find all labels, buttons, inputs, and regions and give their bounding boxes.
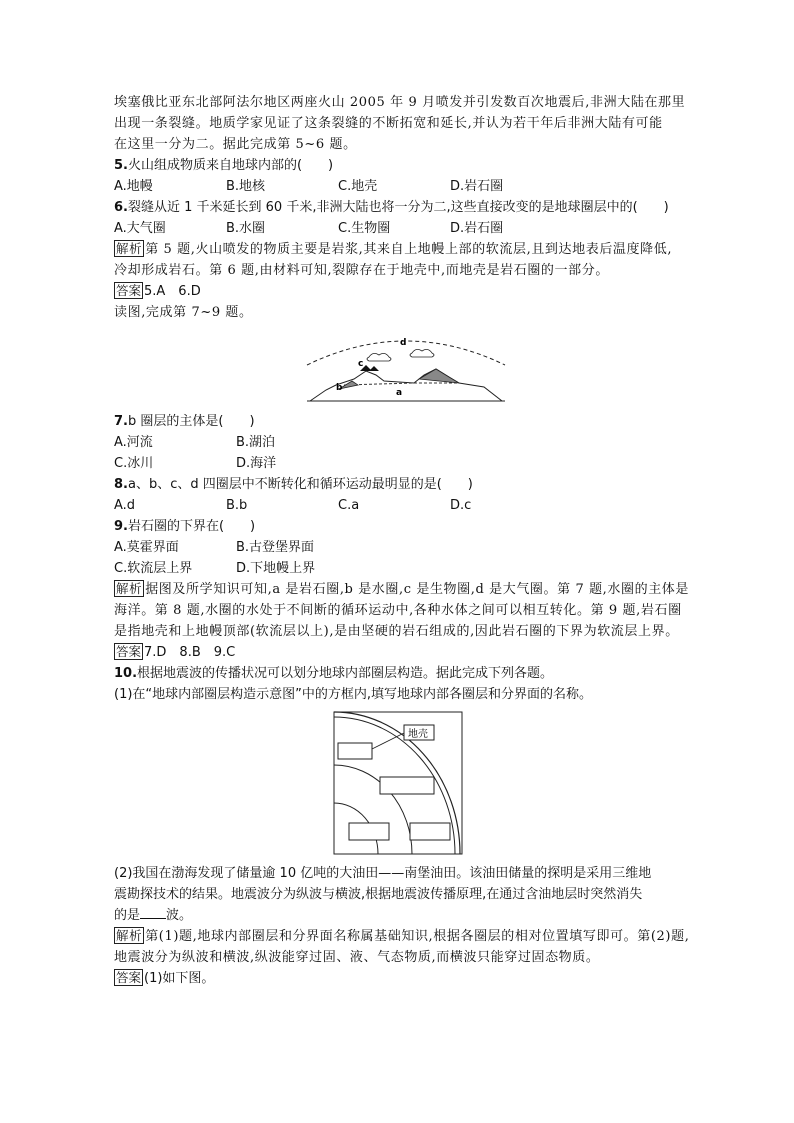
question-6 [114, 197, 684, 218]
option[interactable]: D.岩石圈 [450, 179, 504, 194]
question-6-options [114, 218, 684, 239]
question-5-stem: 火山组成物质来自地球内部的( ) [127, 158, 334, 173]
answer-box-3[interactable] [349, 823, 389, 840]
label-d: d [400, 338, 407, 348]
answer-3-text: (1)如下图。 [144, 971, 215, 986]
option[interactable]: C.a [338, 498, 360, 513]
option[interactable]: B.湖泊 [236, 435, 276, 450]
option[interactable]: A.大气圈 [114, 221, 166, 236]
intro-2: 读图,完成第 7~9 题。 [114, 305, 253, 320]
question-8-stem: a、b、c、d 四圈层中不断转化和循环运动最明显的是( ) [127, 477, 473, 492]
question-7-number: 7. [114, 414, 128, 429]
question-7-stem: b 圈层的主体是( ) [127, 414, 255, 429]
label-a: a [396, 388, 403, 398]
question-9-number: 9. [114, 519, 128, 534]
option[interactable]: A.莫霍界面 [114, 540, 179, 555]
question-6-number: 6. [114, 200, 128, 215]
analysis-1-line-2: 冷却形成岩石。第 6 题,由材料可知,裂隙存在于地壳中,而地壳是岩石圈的一部分。 [114, 263, 609, 278]
question-8-options [114, 495, 684, 516]
analysis-3-line-2: 地震波分为纵波和横波,纵波能穿过固、液、气态物质,而横波只能穿过固态物质。 [114, 950, 600, 965]
document-page [114, 92, 690, 989]
answer-1-text: 5.A 6.D [144, 284, 201, 299]
question-5-options [114, 176, 684, 197]
analysis-2-line-2: 海洋。第 8 题,水圈的水处于不间断的循环运动中,各种水体之间可以相互转化。第 9 题,岩石圈 [114, 603, 682, 618]
option[interactable]: B.地核 [226, 179, 266, 194]
question-5-number: 5. [114, 158, 128, 173]
question-10-stem: 根据地震波的传播状况可以划分地球内部圈层构造。据此完成下列各题。 [137, 666, 554, 681]
option[interactable]: D.岩石圈 [450, 221, 504, 236]
question-9-options-row-2 [114, 558, 684, 579]
answer-tag: 答案 [116, 970, 142, 985]
question-10-part-2-line-1: (2)我国在渤海发现了储量逾 10 亿吨的大油田——南堡油田。该油田储量的探明是采用三维地 [114, 866, 652, 881]
question-10-number: 10. [114, 666, 138, 681]
analysis-2-line-3: 是指地壳和上地幔顶部(软流层以上),是由坚硬的岩石组成的,因此岩石圈的下界为软流层上界。 [114, 624, 679, 639]
question-10-part-1: (1)在“地球内部圈层构造示意图”中的方框内,填写地球内部各圈层和分界面的名称。 [114, 687, 593, 702]
intro-line-3: 在这里一分为二。据此完成第 5~6 题。 [114, 137, 357, 152]
question-9-options-row-1 [114, 537, 684, 558]
answer-box-1[interactable] [338, 743, 372, 759]
question-6-stem: 裂缝从近 1 千米延长到 60 千米,非洲大陆也将一分为二,这些直接改变的是地球圈层中的( ) [127, 200, 669, 215]
crust-label: 地壳 [408, 729, 428, 740]
answer-1 [114, 281, 684, 302]
option[interactable]: D.c [450, 498, 472, 513]
question-5 [114, 155, 684, 176]
analysis-1 [114, 239, 684, 260]
analysis-3-line-1: 第(1)题,地球内部圈层和分界面名称属基础知识,根据各圈层的相对位置填写即可。第(2)题, [145, 929, 690, 944]
sphere-diagram-svg [114, 335, 684, 403]
sphere-diagram [114, 335, 684, 403]
question-9-stem: 岩石圈的下界在( ) [127, 519, 256, 534]
question-7-options-row-1 [114, 432, 684, 453]
answer-box-4[interactable] [410, 823, 450, 840]
question-10 [114, 663, 684, 684]
question-10-part-2-line-3 [114, 905, 684, 926]
part-2-line-3-prefix: 的是 [114, 908, 141, 923]
label-b: b [336, 383, 343, 393]
question-7-options-row-2 [114, 453, 684, 474]
cloud-icon [410, 349, 434, 357]
part-2-line-3-suffix: 波。 [166, 908, 193, 923]
option[interactable]: D.下地幔上界 [236, 561, 316, 576]
option[interactable]: B.水圈 [226, 221, 266, 236]
answer-3 [114, 968, 684, 989]
analysis-tag: 解析 [116, 928, 143, 943]
analysis-2 [114, 579, 690, 600]
question-9 [114, 516, 684, 537]
option[interactable]: C.地壳 [338, 179, 378, 194]
option[interactable]: A.d [114, 498, 136, 513]
answer-2 [114, 642, 684, 663]
analysis-2-line-1: 据图及所学知识可知,a 是岩石圈,b 是水圈,c 是生物圈,d 是大气圈。第 7 题,水圈的主体是 [145, 582, 690, 597]
option[interactable]: C.软流层上界 [114, 561, 193, 576]
option[interactable]: B.古登堡界面 [236, 540, 315, 555]
analysis-3 [114, 926, 690, 947]
answer-box-2[interactable] [380, 777, 434, 794]
option[interactable]: A.河流 [114, 435, 153, 450]
option[interactable]: C.生物圈 [338, 221, 391, 236]
option[interactable]: C.冰川 [114, 456, 154, 471]
option[interactable]: D.海洋 [236, 456, 277, 471]
option[interactable]: B.b [226, 498, 248, 513]
answer-tag: 答案 [116, 644, 142, 659]
answer-2-text: 7.D 8.B 9.C [144, 645, 236, 660]
option[interactable]: A.地幔 [114, 179, 153, 194]
question-7 [114, 411, 684, 432]
intro-line-2: 出现一条裂缝。地质学家见证了这条裂缝的不断拓宽和延长,并认为若干年后非洲大陆有可能 [114, 116, 663, 131]
earth-interior-svg [114, 711, 684, 857]
analysis-1-line-1: 第 5 题,火山喷发的物质主要是岩浆,其来自上地幔上部的软流层,且到达地表后温度降低, [145, 242, 673, 257]
question-10-part-2-line-2: 震勘探技术的结果。地震波分为纵波与横波,根据地震波传播原理,在通过含油地层时突然消失 [114, 887, 643, 902]
earth-interior-diagram [114, 711, 684, 857]
answer-blank[interactable] [140, 906, 166, 919]
intro-line-1: 埃塞俄比亚东北部阿法尔地区两座火山 2005 年 9 月喷发并引发数百次地震后,非洲大陆在那里 [114, 95, 686, 110]
answer-tag: 答案 [116, 283, 142, 298]
analysis-tag: 解析 [116, 581, 143, 596]
analysis-tag: 解析 [116, 241, 143, 256]
question-8 [114, 474, 684, 495]
cloud-icon [367, 353, 391, 361]
crust-leader-line [372, 733, 404, 749]
label-c: c [358, 359, 364, 369]
question-8-number: 8. [114, 477, 128, 492]
